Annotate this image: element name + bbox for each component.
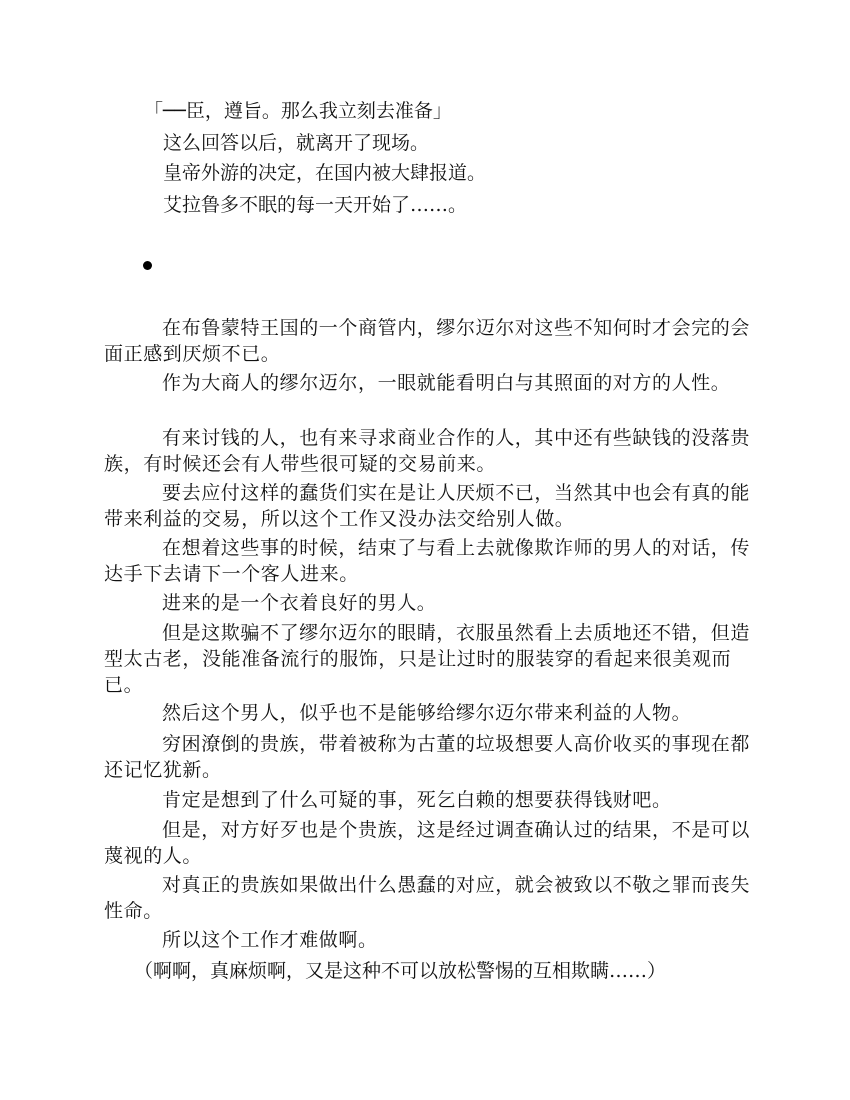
paragraph: 肯定是想到了什么可疑的事，死乞白赖的想要获得钱财吧。	[162, 789, 672, 811]
paragraph: 但是，对方好歹也是个贵族，这是经过调查确认过的结果，不是可以蔑视的人。	[104, 819, 751, 867]
inner-monologue-line: （啊啊，真麻烦啊，又是这种不可以放松警惕的互相欺瞒……）	[134, 960, 667, 982]
paragraph: 穷困潦倒的贵族，带着被称为古董的垃圾想要人高价收买的事现在都还记忆犹新。	[104, 733, 751, 781]
section-divider-bullet	[143, 261, 152, 270]
text-line: 这么回答以后，就离开了现场。	[163, 132, 430, 154]
paragraph: 作为大商人的缪尔迈尔，一眼就能看明白与其照面的对方的人性。	[162, 372, 731, 394]
dialogue-line: 「──臣，遵旨。那么我立刻去准备」	[144, 100, 452, 122]
paragraph: 然后这个男人，似乎也不是能够给缪尔迈尔带来利益的人物。	[162, 702, 692, 724]
paragraph: 在布鲁蒙特王国的一个商管内，缪尔迈尔对这些不知何时才会完的会面正感到厌烦不已。	[104, 317, 751, 365]
paragraph: 但是这欺骗不了缪尔迈尔的眼睛，衣服虽然看上去质地还不错，但造型太古老，没能准备流行的服饰，只是让过时的服装穿的看起来很美观而已。	[104, 622, 751, 696]
paragraph: 在想着这些事的时候，结束了与看上去就像欺诈师的男人的对话，传达手下去请下一个客人进来。	[104, 537, 751, 585]
text-line: 艾拉鲁多不眠的每一天开始了……。	[163, 194, 468, 216]
paragraph: 对真正的贵族如果做出什么愚蠢的对应，就会被致以不敬之罪而丧失性命。	[104, 874, 751, 922]
paragraph: 要去应付这样的蠢货们实在是让人厌烦不已，当然其中也会有真的能带来利益的交易，所以这个工作又没办法交给别人做。	[104, 482, 751, 530]
paragraph: 进来的是一个衣着良好的男人。	[162, 592, 437, 614]
text-line: 皇帝外游的决定，在国内被大肆报道。	[163, 162, 487, 184]
paragraph: 有来讨钱的人，也有来寻求商业合作的人，其中还有些缺钱的没落贵族，有时候还会有人带些很可疑的交易前来。	[104, 427, 751, 475]
paragraph: 所以这个工作才难做啊。	[162, 929, 378, 951]
